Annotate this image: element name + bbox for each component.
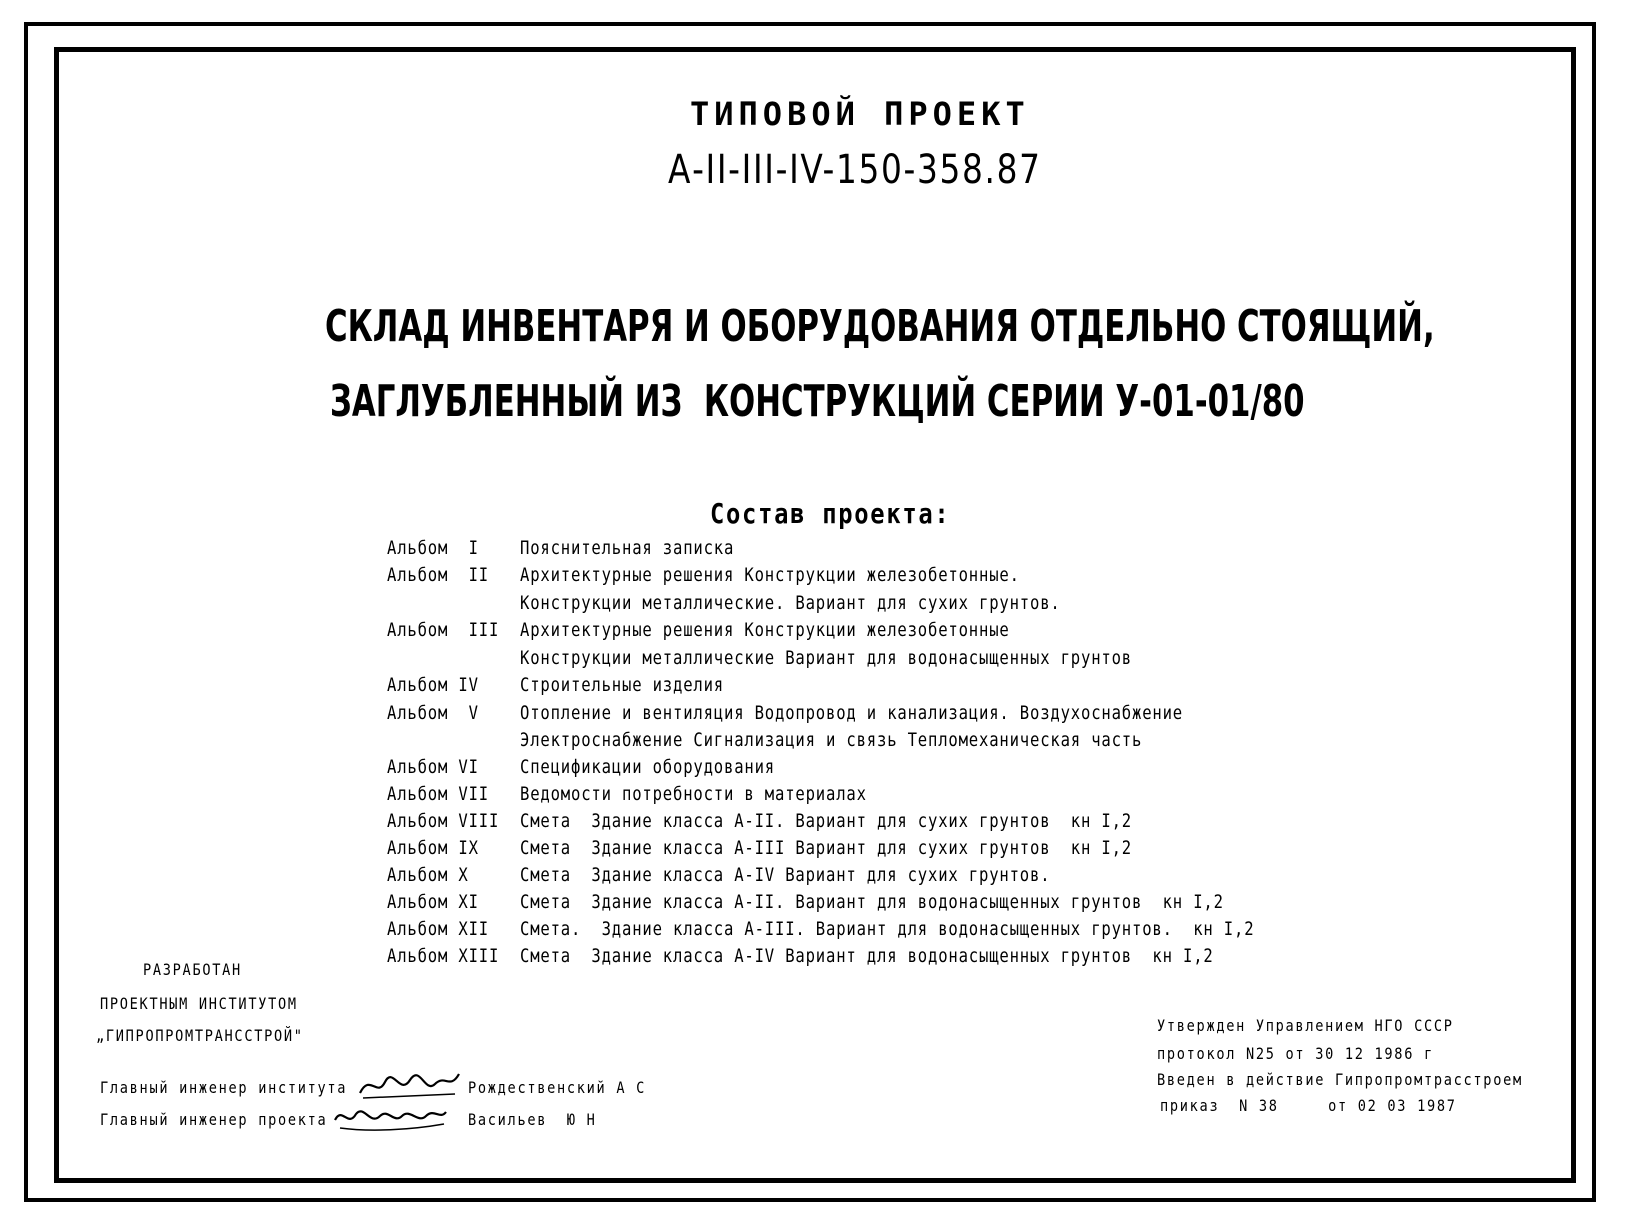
album-number: Альбом V bbox=[387, 702, 479, 724]
album-title: Строительные изделия bbox=[520, 674, 725, 696]
chief-project-name: Васильев Ю Н bbox=[468, 1110, 597, 1129]
signature-chief-institute bbox=[355, 1068, 465, 1104]
album-number: Альбом VII bbox=[387, 783, 490, 805]
album-title: Архитектурные решения Конструкции железобетонные bbox=[520, 619, 1010, 641]
album-number: Альбом VIII bbox=[387, 810, 500, 832]
album-title: Смета Здание класса А-II. Вариант для водонасыщенных грунтов кн I,2 bbox=[520, 891, 1224, 913]
album-title: Смета Здание класса А-IV Вариант для сухих грунтов. bbox=[520, 864, 1051, 886]
album-title: Смета Здание класса А-II. Вариант для сухих грунтов кн I,2 bbox=[520, 810, 1133, 832]
album-number: Альбом XIII bbox=[387, 945, 500, 967]
album-number: Альбом X bbox=[387, 864, 469, 886]
approval-line-1: Утвержден Управлением НГО СССР bbox=[1157, 1016, 1454, 1035]
album-number: Альбом IX bbox=[387, 837, 479, 859]
album-title: Спецификации оборудования bbox=[520, 756, 776, 778]
album-title: Смета. Здание класса А-III. Вариант для водонасыщенных грунтов. кн I,2 bbox=[520, 918, 1255, 940]
album-title: Конструкции металлические Вариант для водонасыщенных грунтов bbox=[520, 647, 1133, 669]
album-number: Альбом XI bbox=[387, 891, 479, 913]
album-number: Альбом VI bbox=[387, 756, 479, 778]
album-title: Архитектурные решения Конструкции железобетонные. bbox=[520, 564, 1020, 586]
project-label: ТИПОВОЙ ПРОЕКТ bbox=[690, 95, 1030, 133]
chief-project-role: Главный инженер проекта bbox=[100, 1110, 328, 1129]
developer-line-1: РАЗРАБОТАН bbox=[143, 960, 242, 979]
album-number: Альбом II bbox=[387, 564, 490, 586]
album-title: Отопление и вентиляция Водопровод и канализация. Воздухоснабжение bbox=[520, 702, 1184, 724]
composition-heading: Состав проекта: bbox=[710, 497, 951, 530]
album-title: Смета Здание класса А-III Вариант для сухих грунтов кн I,2 bbox=[520, 837, 1133, 859]
developer-line-3: „ГИПРОПРОМТРАНССТРОЙ" bbox=[96, 1026, 304, 1045]
album-number: Альбом IV bbox=[387, 674, 479, 696]
chief-institute-role: Главный инженер института bbox=[100, 1078, 348, 1097]
title-line-2: ЗАГЛУБЛЕННЫЙ ИЗ КОНСТРУКЦИЙ СЕРИИ У-01-01/80 bbox=[330, 376, 1305, 427]
project-code: А-II-III-IV-150-358.87 bbox=[668, 147, 1042, 193]
approval-line-3: Введен в действие Гипропромтрасстроем bbox=[1157, 1070, 1523, 1089]
album-number: Альбом XII bbox=[387, 918, 490, 940]
album-title: Электроснабжение Сигнализация и связь Тепломеханическая часть bbox=[520, 729, 1143, 751]
album-title: Смета Здание класса А-IV Вариант для водонасыщенных грунтов кн I,2 bbox=[520, 945, 1214, 967]
chief-institute-name: Рождественский А С bbox=[468, 1078, 646, 1097]
title-line-1: СКЛАД ИНВЕНТАРЯ И ОБОРУДОВАНИЯ ОТДЕЛЬНО СТОЯЩИЙ, bbox=[325, 301, 1435, 352]
album-title: Пояснительная записка bbox=[520, 537, 735, 559]
album-title: Ведомости потребности в материалах bbox=[520, 783, 867, 805]
signature-chief-project bbox=[330, 1100, 450, 1136]
approval-line-4: приказ N 38 от 02 03 1987 bbox=[1160, 1096, 1457, 1115]
album-title: Конструкции металлические. Вариант для сухих грунтов. bbox=[520, 592, 1061, 614]
developer-line-2: ПРОЕКТНЫМ ИНСТИТУТОМ bbox=[100, 994, 298, 1013]
album-number: Альбом I bbox=[387, 537, 479, 559]
album-number: Альбом III bbox=[387, 619, 500, 641]
approval-line-2: протокол N25 от 30 12 1986 г bbox=[1157, 1044, 1434, 1063]
